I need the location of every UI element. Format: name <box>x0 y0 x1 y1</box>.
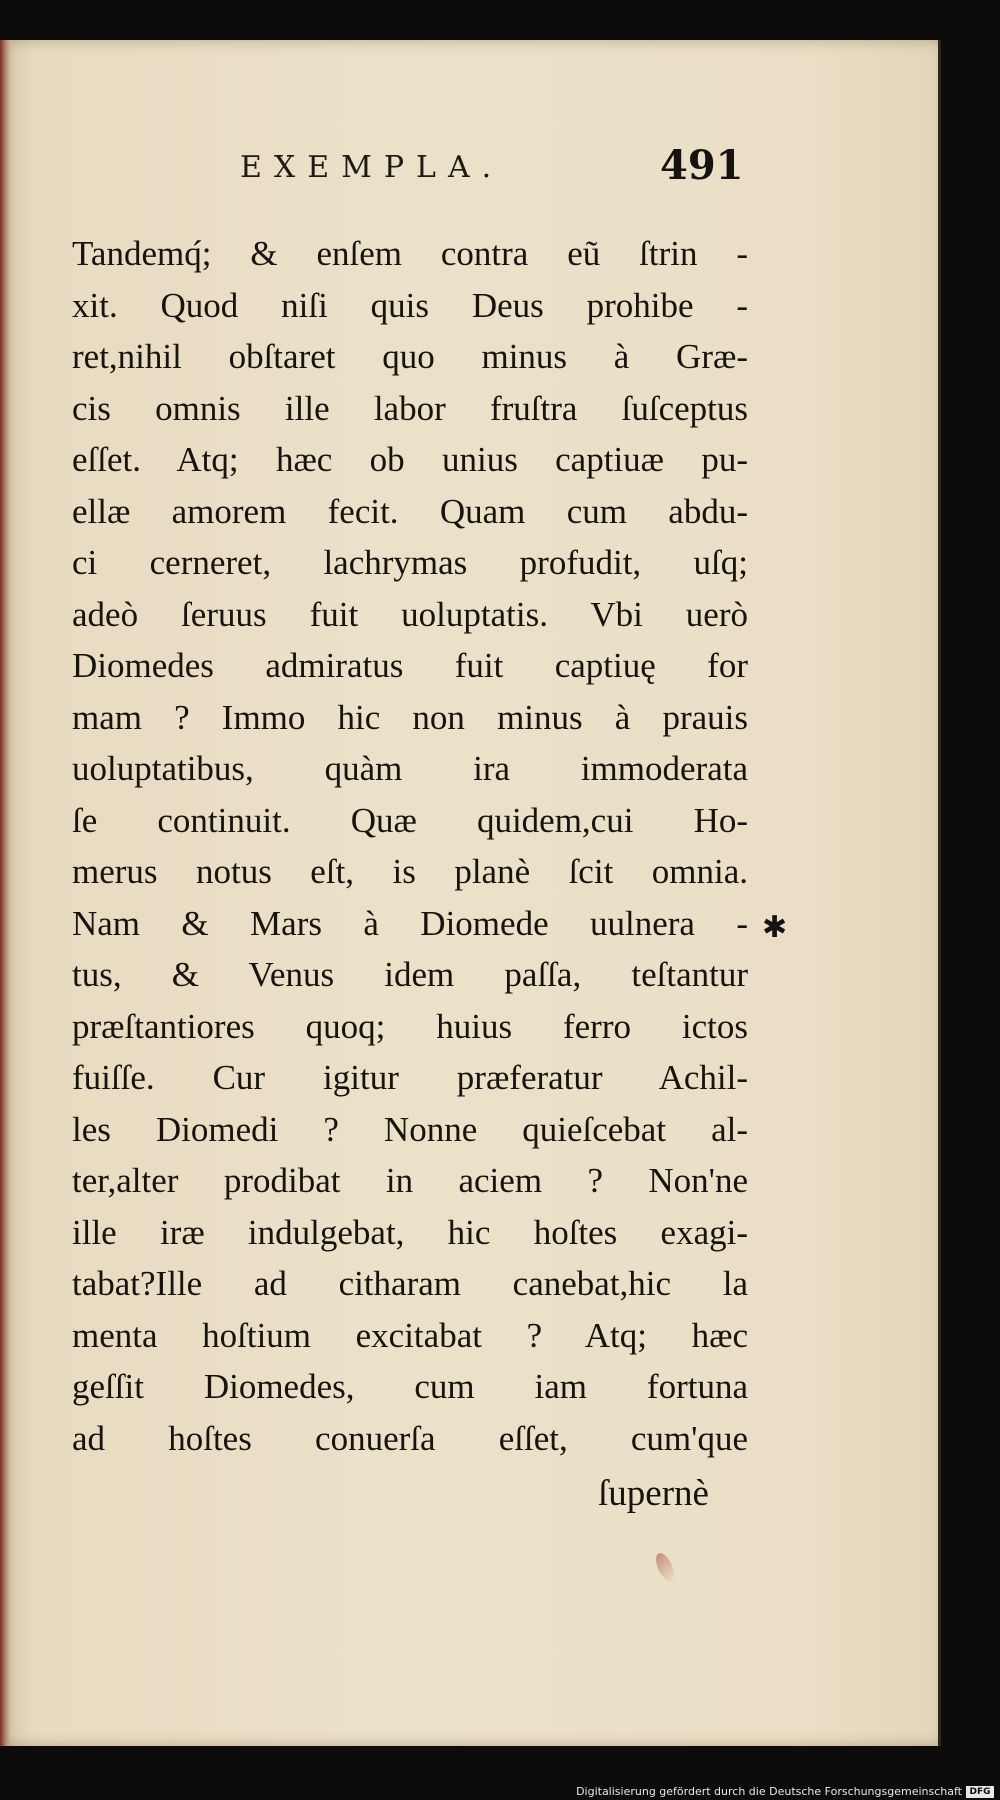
text-line: cis omnis ille labor fruſtra ſuſceptus <box>72 388 748 428</box>
text-line: menta hoſtium excitabat ? Atq; hæc <box>72 1315 748 1355</box>
catchword: ſupernè <box>598 1473 709 1514</box>
text-line: ret,nihil obſtaret quo minus à Græ- <box>72 337 748 376</box>
text-line: Diomedes admiratus fuit captiuę for <box>72 646 748 685</box>
dfg-logo-icon: DFG <box>966 1786 994 1798</box>
page-number: 491 <box>660 142 744 189</box>
text-line: geſſit Diomedes, cum iam fortuna <box>72 1367 748 1406</box>
text-line: ter,alter prodibat in aciem ? Non'ne <box>72 1161 748 1200</box>
text-line: præſtantiores quoq; huius ferro ictos <box>72 1006 748 1046</box>
text-line: merus notus eſt, is planè ſcit omnia. <box>72 852 748 891</box>
text-line: les Diomedi ? Nonne quieſcebat al- <box>72 1109 748 1149</box>
text-line: tus, & Venus idem paſſa, teſtantur <box>72 955 748 994</box>
text-line: ellæ amorem fecit. Quam cum abdu- <box>72 491 748 531</box>
asterisk-icon: ✱ <box>762 910 788 945</box>
ink-stain <box>652 1550 677 1583</box>
text-line: uoluptatibus, quàm ira immoderata <box>72 749 748 788</box>
funding-credit: Digitalisierung gefördert durch die Deutsche Forschungsgemeinschaft <box>576 1785 962 1798</box>
text-line: ad hoſtes conuerſa eſſet, cum'que <box>72 1418 748 1458</box>
text-line: eſſet. Atq; hæc ob unius captiuæ pu- <box>72 440 748 479</box>
book-page <box>0 40 941 1746</box>
text-line: ille iræ indulgebat, hic hoſtes exagi- <box>72 1212 748 1252</box>
page-header <box>0 142 938 202</box>
running-title: EXEMPLA. <box>240 150 504 185</box>
text-line: ſe continuit. Quæ quidem,cui Ho- <box>72 800 748 840</box>
page-edge <box>0 40 10 1746</box>
text-line: xit. Quod niſi quis Deus prohibe - <box>72 285 748 325</box>
text-line: fuiſſe. Cur igitur præferatur Achil- <box>72 1058 748 1097</box>
body-text <box>72 228 748 1464</box>
text-line: tabat?Ille ad citharam canebat,hic la <box>72 1264 748 1303</box>
footer-bar <box>0 1782 1000 1800</box>
text-line: adeò ſeruus fuit uoluptatis. Vbi uerò <box>72 594 748 634</box>
text-line: Tandemq́; & enſem contra eũ ſtrin - <box>72 234 748 273</box>
text-line: ci cerneret, lachrymas profudit, uſq; <box>72 543 748 582</box>
text-line: Nam & Mars à Diomede uulnera - <box>72 903 748 943</box>
text-line: mam ? Immo hic non minus à prauis <box>72 697 748 737</box>
